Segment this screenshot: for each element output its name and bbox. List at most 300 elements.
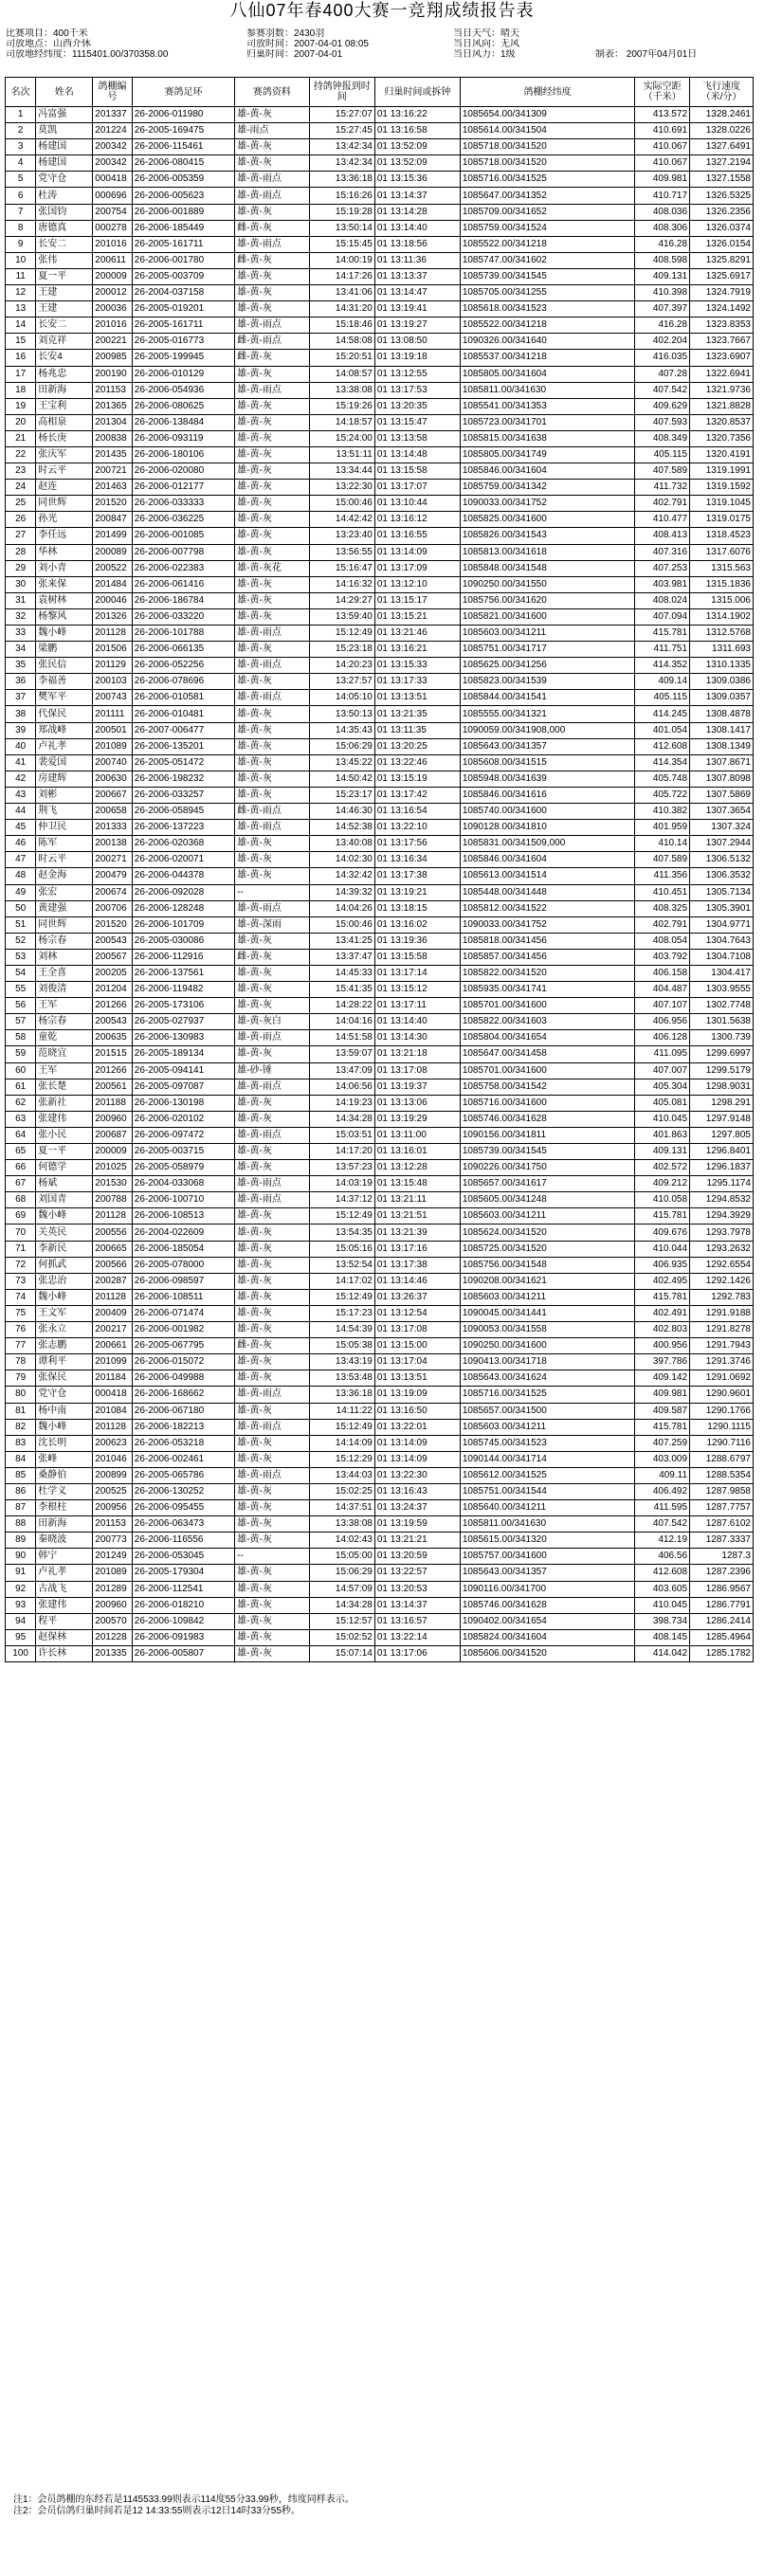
table-cell: 1287.3337 bbox=[690, 1533, 754, 1549]
table-cell: 1319.1592 bbox=[690, 480, 754, 496]
table-cell: 雄-黄-雨点 bbox=[235, 188, 309, 204]
table-cell: 200985 bbox=[93, 350, 133, 366]
table-cell: 雄-黄-灰 bbox=[235, 738, 309, 754]
table-cell: 1298.291 bbox=[690, 1095, 754, 1111]
table-cell: 407.542 bbox=[635, 382, 690, 398]
table-cell: 01 13:19:09 bbox=[374, 1387, 460, 1403]
table-cell: 01 13:21:21 bbox=[374, 1533, 460, 1549]
table-cell: 200740 bbox=[93, 754, 133, 771]
table-cell: 01 13:22:46 bbox=[374, 754, 460, 771]
table-cell: 郑战峰 bbox=[36, 722, 93, 738]
table-cell: 雄-黄-灰 bbox=[235, 1289, 309, 1305]
column-header: 持鸽钟报到时间 bbox=[309, 78, 374, 107]
table-cell: 1090033.00/341752 bbox=[460, 496, 635, 512]
table-cell: 26-2006-049988 bbox=[132, 1370, 234, 1387]
table-cell: 26-2006-020071 bbox=[132, 852, 234, 868]
table-cell: 81 bbox=[6, 1403, 36, 1419]
table-cell: 15:05:00 bbox=[309, 1549, 374, 1565]
table-row bbox=[6, 1483, 754, 1499]
table-cell: 雄-黄-灰 bbox=[235, 1516, 309, 1533]
table-cell: 01 13:18:15 bbox=[374, 900, 460, 916]
table-cell: 1307.324 bbox=[690, 820, 754, 836]
race-info-row bbox=[6, 49, 756, 60]
table-cell: 1320.8537 bbox=[690, 414, 754, 430]
table-cell: 沈长明 bbox=[36, 1435, 93, 1451]
table-cell: 15:12:49 bbox=[309, 1419, 374, 1435]
table-cell: 01 13:11:00 bbox=[374, 1127, 460, 1143]
table-cell: 王军 bbox=[36, 1062, 93, 1079]
table-cell: 童乾 bbox=[36, 1030, 93, 1046]
table-cell: 201016 bbox=[93, 236, 133, 252]
table-cell: 26-2006-033257 bbox=[132, 787, 234, 803]
table-cell: 时云平 bbox=[36, 463, 93, 480]
column-header: 赛鸽资料 bbox=[235, 78, 309, 107]
table-cell: 26-2006-138484 bbox=[132, 414, 234, 430]
table-cell: 刘小青 bbox=[36, 560, 93, 576]
table-cell: 程平 bbox=[36, 1613, 93, 1629]
table-cell: 党守仓 bbox=[36, 172, 93, 188]
table-row bbox=[6, 982, 754, 998]
table-cell: 5 bbox=[6, 172, 36, 188]
table-cell: 01 13:13:58 bbox=[374, 430, 460, 446]
table-cell: 16 bbox=[6, 350, 36, 366]
table-cell: 01 13:21:18 bbox=[374, 1046, 460, 1062]
table-cell: 01 13:16:01 bbox=[374, 1144, 460, 1160]
race-info-field: 当日风力：1级 bbox=[453, 49, 516, 60]
table-cell: 杨长庚 bbox=[36, 430, 93, 446]
table-cell: 1090402.00/341654 bbox=[460, 1613, 635, 1629]
table-cell: 陈军 bbox=[36, 836, 93, 852]
table-cell: 01 13:14:28 bbox=[374, 204, 460, 220]
table-cell: 孙光 bbox=[36, 512, 93, 528]
table-cell: 李新民 bbox=[36, 1241, 93, 1257]
table-cell: 1085718.00/341520 bbox=[460, 155, 635, 172]
table-cell: 200788 bbox=[93, 1192, 133, 1208]
table-cell: 唐德真 bbox=[36, 220, 93, 236]
table-cell: 范晓宜 bbox=[36, 1046, 93, 1062]
table-cell: 雄-黄-灰 bbox=[235, 1483, 309, 1499]
table-cell: 14:11:22 bbox=[309, 1403, 374, 1419]
table-cell: 15:05:38 bbox=[309, 1338, 374, 1354]
table-cell: 1291.9188 bbox=[690, 1305, 754, 1321]
table-cell: 雄-黄-灰 bbox=[235, 1451, 309, 1467]
table-cell: 1291.7943 bbox=[690, 1338, 754, 1354]
table-cell: 26-2005-003715 bbox=[132, 1144, 234, 1160]
table-cell: 201111 bbox=[93, 706, 133, 722]
table-cell: 张民信 bbox=[36, 658, 93, 674]
table-cell: 雄-黄-灰 bbox=[235, 771, 309, 787]
table-cell: 26-2006-101709 bbox=[132, 916, 234, 933]
table-cell: 201337 bbox=[93, 107, 133, 123]
table-cell: 201463 bbox=[93, 480, 133, 496]
table-cell: 414.354 bbox=[635, 754, 690, 771]
table-cell: 1085759.00/341342 bbox=[460, 480, 635, 496]
table-cell: 26-2006-091983 bbox=[132, 1629, 234, 1645]
table-cell: 1085822.00/341603 bbox=[460, 1014, 635, 1030]
table-cell: 雄-黄-灰 bbox=[235, 754, 309, 771]
table-cell: 13:37:47 bbox=[309, 949, 374, 965]
table-cell: 雄-黄-雨点 bbox=[235, 626, 309, 642]
table-cell: 01 13:17:08 bbox=[374, 1322, 460, 1338]
table-cell: 410.067 bbox=[635, 139, 690, 155]
table-row bbox=[6, 1565, 754, 1581]
table-row bbox=[6, 350, 754, 366]
table-cell: 杨中南 bbox=[36, 1403, 93, 1419]
table-cell: 13:44:03 bbox=[309, 1467, 374, 1483]
table-cell: 201128 bbox=[93, 1208, 133, 1225]
table-cell: 1085522.00/341218 bbox=[460, 236, 635, 252]
table-cell: 26-2006-101788 bbox=[132, 626, 234, 642]
table-cell: 47 bbox=[6, 852, 36, 868]
table-cell: 1286.9567 bbox=[690, 1581, 754, 1597]
table-cell: 01 13:21:39 bbox=[374, 1225, 460, 1241]
table-cell: 雄-黄-灰 bbox=[235, 1322, 309, 1338]
table-cell: 406.128 bbox=[635, 1030, 690, 1046]
table-cell: 14:37:12 bbox=[309, 1192, 374, 1208]
table-cell: 15:00:46 bbox=[309, 496, 374, 512]
table-cell: 1321.8828 bbox=[690, 398, 754, 414]
table-cell: 62 bbox=[6, 1095, 36, 1111]
table-cell: 张小民 bbox=[36, 1127, 93, 1143]
table-row bbox=[6, 496, 754, 512]
table-cell: 1085603.00/341211 bbox=[460, 1208, 635, 1225]
table-cell: 1318.4523 bbox=[690, 528, 754, 544]
table-cell: 13:52:54 bbox=[309, 1257, 374, 1273]
table-cell: 14:20:23 bbox=[309, 658, 374, 674]
table-cell: 1085844.00/341541 bbox=[460, 690, 635, 706]
table-cell: 1085745.00/341523 bbox=[460, 1435, 635, 1451]
table-cell: 雄-黄-灰 bbox=[235, 268, 309, 284]
table-cell: 33 bbox=[6, 626, 36, 642]
table-cell: 1085555.00/341321 bbox=[460, 706, 635, 722]
table-cell: 200138 bbox=[93, 836, 133, 852]
table-row bbox=[6, 1516, 754, 1533]
table-cell: 1085701.00/341600 bbox=[460, 998, 635, 1014]
table-cell: 1325.6917 bbox=[690, 268, 754, 284]
table-cell: 409.676 bbox=[635, 1225, 690, 1241]
table-cell: 01 13:12:28 bbox=[374, 1160, 460, 1176]
table-cell: 15:23:17 bbox=[309, 787, 374, 803]
table-cell: 雄-黄-灰 bbox=[235, 1095, 309, 1111]
table-row bbox=[6, 1273, 754, 1289]
table-cell: 15:24:00 bbox=[309, 430, 374, 446]
table-cell: 13:38:08 bbox=[309, 1516, 374, 1533]
table-row bbox=[6, 301, 754, 317]
table-row bbox=[6, 1160, 754, 1176]
table-cell: 卢礼孝 bbox=[36, 738, 93, 754]
table-cell: 1085643.00/341357 bbox=[460, 1565, 635, 1581]
table-cell: 1323.8353 bbox=[690, 317, 754, 334]
table-cell: 1319.1045 bbox=[690, 496, 754, 512]
table-cell: 01 13:14:40 bbox=[374, 1014, 460, 1030]
table-cell: 1319.0175 bbox=[690, 512, 754, 528]
table-cell: 党守仓 bbox=[36, 1387, 93, 1403]
table-cell: 408.325 bbox=[635, 900, 690, 916]
table-cell: 408.145 bbox=[635, 1629, 690, 1645]
table-cell: 14:39:32 bbox=[309, 884, 374, 900]
table-cell: 1288.5354 bbox=[690, 1467, 754, 1483]
table-cell: 26-2005-016773 bbox=[132, 334, 234, 350]
table-row bbox=[6, 1629, 754, 1645]
table-cell: 01 13:15:21 bbox=[374, 608, 460, 625]
table-cell: 1085751.00/341544 bbox=[460, 1483, 635, 1499]
table-cell: 1307.3654 bbox=[690, 804, 754, 820]
table-cell: 1085756.00/341548 bbox=[460, 1257, 635, 1273]
table-cell: 雄-黄-灰 bbox=[235, 512, 309, 528]
table-cell: 200630 bbox=[93, 771, 133, 787]
table-cell: 405.722 bbox=[635, 787, 690, 803]
table-cell: 张新社 bbox=[36, 1095, 93, 1111]
table-cell: 8 bbox=[6, 220, 36, 236]
table-cell: 14:50:42 bbox=[309, 771, 374, 787]
table-cell: 56 bbox=[6, 998, 36, 1014]
table-cell: 14:34:28 bbox=[309, 1597, 374, 1613]
table-cell: 1299.5179 bbox=[690, 1062, 754, 1079]
table-cell: 26-2006-001085 bbox=[132, 528, 234, 544]
table-cell: 200479 bbox=[93, 868, 133, 884]
table-cell: 雄-黄-灰 bbox=[235, 1160, 309, 1176]
table-cell: 1085657.00/341617 bbox=[460, 1176, 635, 1192]
table-cell: 14:17:02 bbox=[309, 1273, 374, 1289]
results-table bbox=[5, 77, 754, 1662]
table-cell: 1085541.00/341353 bbox=[460, 398, 635, 414]
table-cell: 01 13:18:56 bbox=[374, 236, 460, 252]
table-cell: 01 13:22:14 bbox=[374, 1629, 460, 1645]
table-cell: 雄-黄-灰 bbox=[235, 722, 309, 738]
table-row bbox=[6, 965, 754, 981]
table-cell: 26-2004-033068 bbox=[132, 1176, 234, 1192]
table-cell: 403.981 bbox=[635, 576, 690, 592]
table-cell: 406.158 bbox=[635, 965, 690, 981]
table-cell: 34 bbox=[6, 642, 36, 658]
table-cell: 78 bbox=[6, 1354, 36, 1370]
table-cell: 26-2006-112916 bbox=[132, 949, 234, 965]
table-cell: 1090059.00/341908,000 bbox=[460, 722, 635, 738]
table-cell: 01 13:19:59 bbox=[374, 1516, 460, 1533]
table-cell: 雄-黄-灰 bbox=[235, 1597, 309, 1613]
table-row bbox=[6, 172, 754, 188]
table-cell: 26-2005-094141 bbox=[132, 1062, 234, 1079]
race-info-field: 司放地点：山西介休 bbox=[6, 39, 91, 49]
table-cell: 200342 bbox=[93, 139, 133, 155]
table-row bbox=[6, 933, 754, 949]
table-cell: 雄-黄-灰 bbox=[235, 204, 309, 220]
table-row bbox=[6, 236, 754, 252]
table-cell: 26-2006-095455 bbox=[132, 1500, 234, 1516]
table-cell: 407.589 bbox=[635, 852, 690, 868]
table-cell: 雄-黄-雨点 bbox=[235, 1127, 309, 1143]
table-cell: 1320.4191 bbox=[690, 446, 754, 463]
table-cell: 200838 bbox=[93, 430, 133, 446]
table-cell: 雄-黄-灰 bbox=[235, 1500, 309, 1516]
table-cell: 200089 bbox=[93, 544, 133, 560]
table-cell: 袁树林 bbox=[36, 592, 93, 608]
table-cell: 01 13:12:54 bbox=[374, 1305, 460, 1321]
table-cell: 杨斌 bbox=[36, 1176, 93, 1192]
table-cell: 1085605.00/341248 bbox=[460, 1192, 635, 1208]
table-cell: 谭利平 bbox=[36, 1354, 93, 1370]
table-cell: 01 13:12:55 bbox=[374, 366, 460, 382]
table-cell: 14:54:39 bbox=[309, 1322, 374, 1338]
table-cell: 关英民 bbox=[36, 1225, 93, 1241]
table-cell: 01 13:26:37 bbox=[374, 1289, 460, 1305]
table-cell: 407.107 bbox=[635, 998, 690, 1014]
table-cell: 14:42:42 bbox=[309, 512, 374, 528]
table-cell: 90 bbox=[6, 1549, 36, 1565]
table-cell: 1085740.00/341600 bbox=[460, 804, 635, 820]
table-row bbox=[6, 884, 754, 900]
table-cell: 雄-黄-灰 bbox=[235, 982, 309, 998]
table-cell: 27 bbox=[6, 528, 36, 544]
table-cell: 杨建国 bbox=[36, 139, 93, 155]
table-cell: 43 bbox=[6, 787, 36, 803]
table-cell: 王军 bbox=[36, 998, 93, 1014]
table-cell: 1288.6797 bbox=[690, 1451, 754, 1467]
table-cell: 雄-黄-灰白 bbox=[235, 1014, 309, 1030]
table-cell: 402.791 bbox=[635, 496, 690, 512]
table-cell: 1085812.00/341522 bbox=[460, 900, 635, 916]
race-info-row bbox=[6, 39, 756, 49]
table-cell: 1085709.00/341652 bbox=[460, 204, 635, 220]
table-cell: 01 13:19:36 bbox=[374, 933, 460, 949]
table-cell: 26-2006-001780 bbox=[132, 252, 234, 268]
table-cell: 01 13:17:38 bbox=[374, 1257, 460, 1273]
table-cell: 26-2006-186784 bbox=[132, 592, 234, 608]
table-cell: 01 13:15:58 bbox=[374, 949, 460, 965]
table-cell: 408.598 bbox=[635, 252, 690, 268]
table-cell: 200009 bbox=[93, 1144, 133, 1160]
table-cell: 15:02:25 bbox=[309, 1483, 374, 1499]
table-cell: 200566 bbox=[93, 1257, 133, 1273]
table-cell: 200342 bbox=[93, 155, 133, 172]
table-cell: 1085647.00/341352 bbox=[460, 188, 635, 204]
table-cell: 200012 bbox=[93, 285, 133, 301]
table-cell: 1085804.00/341654 bbox=[460, 1030, 635, 1046]
table-cell: 42 bbox=[6, 771, 36, 787]
table-cell: 84 bbox=[6, 1451, 36, 1467]
table-cell: 1085448.00/341448 bbox=[460, 884, 635, 900]
table-cell: 26-2005-097087 bbox=[132, 1079, 234, 1095]
table-cell: 1285.4964 bbox=[690, 1629, 754, 1645]
table-cell: 1319.1991 bbox=[690, 463, 754, 480]
table-cell: 1085813.00/341618 bbox=[460, 544, 635, 560]
table-cell: 代保民 bbox=[36, 706, 93, 722]
table-cell: 1085624.00/341520 bbox=[460, 1225, 635, 1241]
table-cell: 26-2005-027937 bbox=[132, 1014, 234, 1030]
table-cell: 13:53:48 bbox=[309, 1370, 374, 1387]
table-cell: 200190 bbox=[93, 366, 133, 382]
table-cell: 26-2006-112541 bbox=[132, 1581, 234, 1597]
table-cell: 201099 bbox=[93, 1354, 133, 1370]
table-cell: 1085612.00/341525 bbox=[460, 1467, 635, 1483]
table-cell: 赵金海 bbox=[36, 868, 93, 884]
table-cell: 406.935 bbox=[635, 1257, 690, 1273]
table-cell: 26-2005-003709 bbox=[132, 268, 234, 284]
table-cell: 410.045 bbox=[635, 1597, 690, 1613]
table-cell: 1085615.00/341320 bbox=[460, 1533, 635, 1549]
table-cell: 15:19:26 bbox=[309, 398, 374, 414]
table-cell: 雄-黄-雨点 bbox=[235, 1079, 309, 1095]
table-cell: 张来保 bbox=[36, 576, 93, 592]
table-row bbox=[6, 1322, 754, 1338]
table-cell: 1085831.00/341509,000 bbox=[460, 836, 635, 852]
table-cell: 410.398 bbox=[635, 285, 690, 301]
table-cell: 01 13:14:09 bbox=[374, 1451, 460, 1467]
table-cell: 01 13:17:16 bbox=[374, 1241, 460, 1257]
table-row bbox=[6, 771, 754, 787]
table-cell: 403.009 bbox=[635, 1451, 690, 1467]
table-cell: 1304.9771 bbox=[690, 916, 754, 933]
table-cell: 201128 bbox=[93, 626, 133, 642]
table-cell: 201530 bbox=[93, 1176, 133, 1192]
table-cell: 15:12:49 bbox=[309, 1208, 374, 1225]
table-cell: 26-2006-020080 bbox=[132, 463, 234, 480]
table-cell: 1085935.00/341741 bbox=[460, 982, 635, 998]
table-cell: 裴爱国 bbox=[36, 754, 93, 771]
table-cell: 200706 bbox=[93, 900, 133, 916]
table-cell: 1085825.00/341600 bbox=[460, 512, 635, 528]
table-cell: 01 13:20:59 bbox=[374, 1549, 460, 1565]
table-cell: -- bbox=[235, 1549, 309, 1565]
table-cell: 雄-黄-雨点 bbox=[235, 236, 309, 252]
table-cell: 雄-黄-灰 bbox=[235, 933, 309, 949]
table-cell: 407.542 bbox=[635, 1516, 690, 1533]
table-cell: 26-2006-093119 bbox=[132, 430, 234, 446]
table-cell: 15:16:47 bbox=[309, 560, 374, 576]
table-cell: 01 13:13:51 bbox=[374, 1370, 460, 1387]
table-cell: 1085815.00/341638 bbox=[460, 430, 635, 446]
table-cell: 01 13:16:43 bbox=[374, 1483, 460, 1499]
table-cell: 26-2006-092028 bbox=[132, 884, 234, 900]
table-cell: 201089 bbox=[93, 1565, 133, 1581]
table-cell: 74 bbox=[6, 1289, 36, 1305]
table-cell: 雄-黄-灰 bbox=[235, 1305, 309, 1321]
table-cell: 403.605 bbox=[635, 1581, 690, 1597]
table-row bbox=[6, 998, 754, 1014]
table-cell: 405.115 bbox=[635, 446, 690, 463]
table-row bbox=[6, 155, 754, 172]
table-cell: 200956 bbox=[93, 1500, 133, 1516]
table-cell: 35 bbox=[6, 658, 36, 674]
table-row bbox=[6, 949, 754, 965]
table-cell: 13:36:18 bbox=[309, 172, 374, 188]
table-cell: 200522 bbox=[93, 560, 133, 576]
table-cell: 雄-黄-灰 bbox=[235, 1403, 309, 1419]
table-cell: 01 13:21:51 bbox=[374, 1208, 460, 1225]
table-cell: 14 bbox=[6, 317, 36, 334]
table-cell: 01 13:12:10 bbox=[374, 576, 460, 592]
table-cell: 1085811.00/341630 bbox=[460, 1516, 635, 1533]
table-cell: 61 bbox=[6, 1079, 36, 1095]
table-cell: 01 13:17:56 bbox=[374, 836, 460, 852]
table-cell: 77 bbox=[6, 1338, 36, 1354]
table-cell: 1312.5768 bbox=[690, 626, 754, 642]
table-cell: 201289 bbox=[93, 1581, 133, 1597]
table-cell: 14:51:58 bbox=[309, 1030, 374, 1046]
race-info-field: 司放地经纬度：1115401.00/370358.00 bbox=[6, 49, 169, 60]
table-cell: 雄-黄-灰 bbox=[235, 1144, 309, 1160]
table-cell: 14:58:08 bbox=[309, 334, 374, 350]
table-cell: 63 bbox=[6, 1111, 36, 1127]
table-row bbox=[6, 576, 754, 592]
table-cell: 402.495 bbox=[635, 1273, 690, 1289]
table-cell: 1299.6997 bbox=[690, 1046, 754, 1062]
table-cell: 26-2006-080625 bbox=[132, 398, 234, 414]
table-cell: 1305.7134 bbox=[690, 884, 754, 900]
table-cell: 01 13:19:37 bbox=[374, 1079, 460, 1095]
table-cell: 王全喜 bbox=[36, 965, 93, 981]
table-cell: 荆飞 bbox=[36, 804, 93, 820]
